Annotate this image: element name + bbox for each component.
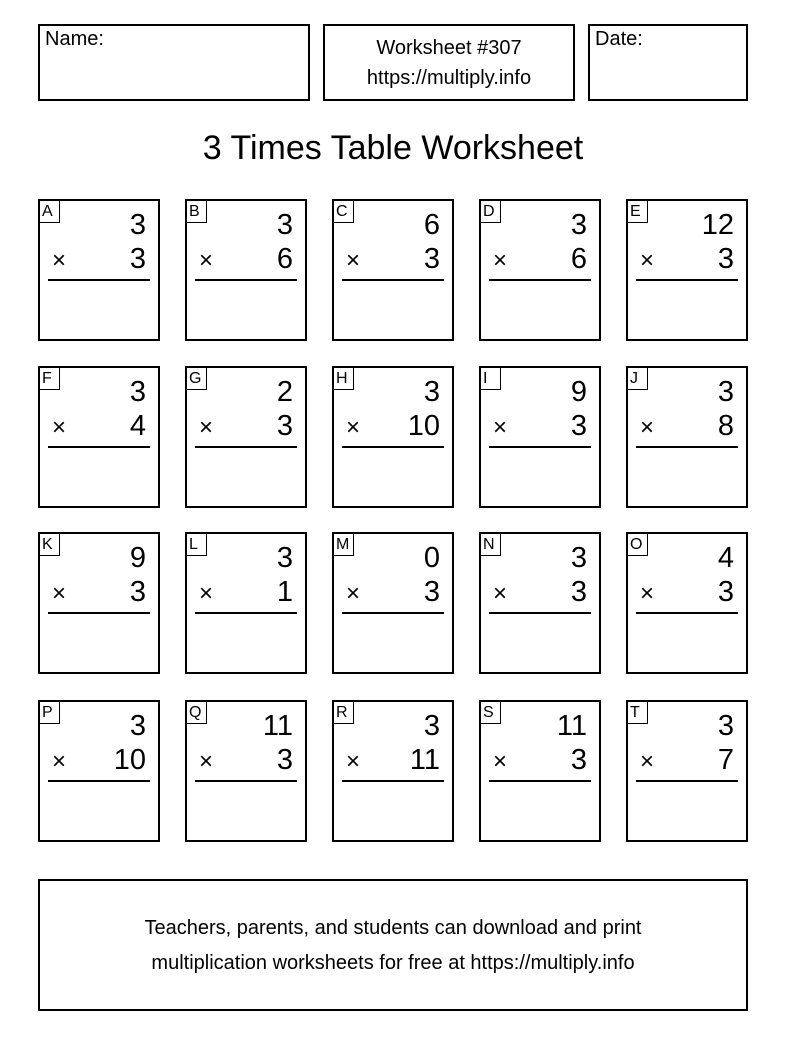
problem-multiplicand: 3: [570, 542, 587, 574]
problem-letter: F: [40, 368, 60, 390]
problem-card: [332, 366, 454, 508]
problem-multiplier: 3: [570, 744, 587, 776]
problem-letter: J: [628, 368, 648, 390]
answer-line: [636, 780, 738, 782]
multiply-sign: ×: [52, 580, 67, 607]
answer-line: [636, 279, 738, 281]
problem-multiplicand: 3: [717, 710, 734, 742]
multiply-sign: ×: [640, 748, 655, 775]
problem-multiplier: 3: [276, 410, 293, 442]
multiply-sign: ×: [199, 580, 214, 607]
worksheet-info-box: [323, 24, 575, 101]
problem-card: [479, 366, 601, 508]
problem-card: [38, 199, 160, 341]
problem-multiplicand: 6: [423, 209, 440, 241]
problem-letter: N: [481, 534, 501, 556]
problem-multiplicand: 9: [570, 376, 587, 408]
multiply-sign: ×: [346, 247, 361, 274]
problem-multiplicand: 3: [129, 710, 146, 742]
multiply-sign: ×: [640, 580, 655, 607]
problem-letter: O: [628, 534, 648, 556]
problem-multiplier: 3: [423, 243, 440, 275]
problem-card: [626, 199, 748, 341]
date-box: [588, 24, 748, 101]
problem-card: [479, 199, 601, 341]
problem-card: [185, 199, 307, 341]
multiply-sign: ×: [493, 748, 508, 775]
problem-multiplicand: 9: [129, 542, 146, 574]
problem-card: [626, 532, 748, 674]
multiply-sign: ×: [346, 414, 361, 441]
problem-letter: L: [187, 534, 207, 556]
answer-line: [48, 279, 150, 281]
problem-card: [38, 366, 160, 508]
worksheet-number: Worksheet #307: [376, 37, 522, 59]
problem-letter: T: [628, 702, 648, 724]
problem-multiplier: 1: [276, 576, 293, 608]
problem-multiplicand: 3: [423, 710, 440, 742]
problem-multiplier: 7: [717, 744, 734, 776]
worksheet-url: https://multiply.info: [366, 67, 532, 89]
answer-line: [342, 612, 444, 614]
problem-multiplier: 6: [570, 243, 587, 275]
problem-letter: A: [40, 201, 60, 223]
problem-multiplier: 6: [276, 243, 293, 275]
problem-multiplier: 3: [129, 243, 146, 275]
multiply-sign: ×: [52, 414, 67, 441]
problem-multiplier: 3: [129, 576, 146, 608]
answer-line: [48, 612, 150, 614]
problem-letter: S: [481, 702, 501, 724]
answer-line: [489, 612, 591, 614]
answer-line: [342, 279, 444, 281]
problem-multiplier: 11: [409, 744, 440, 776]
problem-multiplier: 3: [276, 744, 293, 776]
problem-card: [479, 700, 601, 842]
problem-multiplier: 8: [717, 410, 734, 442]
footer-line-2: multiplication worksheets for free at https://multiply.info: [151, 952, 635, 974]
problem-letter: G: [187, 368, 207, 390]
problem-multiplicand: 12: [701, 209, 734, 241]
problem-multiplicand: 2: [276, 376, 293, 408]
answer-line: [489, 279, 591, 281]
multiply-sign: ×: [493, 580, 508, 607]
problem-card: [185, 700, 307, 842]
problem-multiplicand: 0: [423, 542, 440, 574]
multiply-sign: ×: [52, 748, 67, 775]
answer-line: [636, 446, 738, 448]
multiply-sign: ×: [199, 748, 214, 775]
answer-line: [195, 446, 297, 448]
name-label: Name:: [45, 28, 104, 50]
problem-multiplier: 3: [570, 576, 587, 608]
multiply-sign: ×: [52, 247, 67, 274]
problem-letter: I: [481, 368, 501, 390]
problem-letter: B: [187, 201, 207, 223]
problem-card: [38, 532, 160, 674]
answer-line: [195, 612, 297, 614]
answer-line: [48, 446, 150, 448]
multiply-sign: ×: [199, 247, 214, 274]
problem-letter: E: [628, 201, 648, 223]
problem-card: [332, 532, 454, 674]
answer-line: [342, 780, 444, 782]
problem-letter: M: [334, 534, 354, 556]
multiply-sign: ×: [640, 247, 655, 274]
problem-letter: C: [334, 201, 354, 223]
problem-multiplicand: 3: [717, 376, 734, 408]
problem-card: [626, 366, 748, 508]
problem-multiplicand: 3: [570, 209, 587, 241]
multiply-sign: ×: [346, 748, 361, 775]
problem-card: [38, 700, 160, 842]
answer-line: [342, 446, 444, 448]
multiply-sign: ×: [346, 580, 361, 607]
answer-line: [489, 446, 591, 448]
problem-letter: H: [334, 368, 354, 390]
problem-card: [479, 532, 601, 674]
problem-multiplicand: 3: [423, 376, 440, 408]
problem-letter: Q: [187, 702, 207, 724]
problem-multiplicand: 3: [276, 209, 293, 241]
answer-line: [636, 612, 738, 614]
multiply-sign: ×: [493, 247, 508, 274]
answer-line: [195, 279, 297, 281]
problem-multiplier: 3: [717, 576, 734, 608]
problem-letter: K: [40, 534, 60, 556]
answer-line: [489, 780, 591, 782]
problem-multiplicand: 4: [717, 542, 734, 574]
answer-line: [48, 780, 150, 782]
answer-line: [195, 780, 297, 782]
problem-multiplier: 3: [423, 576, 440, 608]
problem-multiplier: 3: [570, 410, 587, 442]
date-label: Date:: [595, 28, 643, 50]
problem-multiplicand: 3: [129, 376, 146, 408]
footer-box: [38, 879, 748, 1011]
problem-letter: P: [40, 702, 60, 724]
multiply-sign: ×: [493, 414, 508, 441]
multiply-sign: ×: [640, 414, 655, 441]
problem-card: [626, 700, 748, 842]
problem-multiplicand: 11: [556, 710, 587, 742]
problem-multiplier: 10: [113, 744, 146, 776]
problem-letter: D: [481, 201, 501, 223]
name-box: [38, 24, 310, 101]
problem-letter: R: [334, 702, 354, 724]
problem-card: [332, 700, 454, 842]
problem-multiplicand: 11: [262, 710, 293, 742]
problem-multiplicand: 3: [276, 542, 293, 574]
page-title: 3 Times Table Worksheet: [202, 129, 584, 167]
problem-card: [185, 532, 307, 674]
problem-multiplier: 10: [407, 410, 440, 442]
problem-card: [185, 366, 307, 508]
problem-multiplier: 3: [717, 243, 734, 275]
problem-card: [332, 199, 454, 341]
problem-multiplicand: 3: [129, 209, 146, 241]
footer-line-1: Teachers, parents, and students can download and print: [144, 917, 642, 939]
multiply-sign: ×: [199, 414, 214, 441]
problem-multiplier: 4: [129, 410, 146, 442]
